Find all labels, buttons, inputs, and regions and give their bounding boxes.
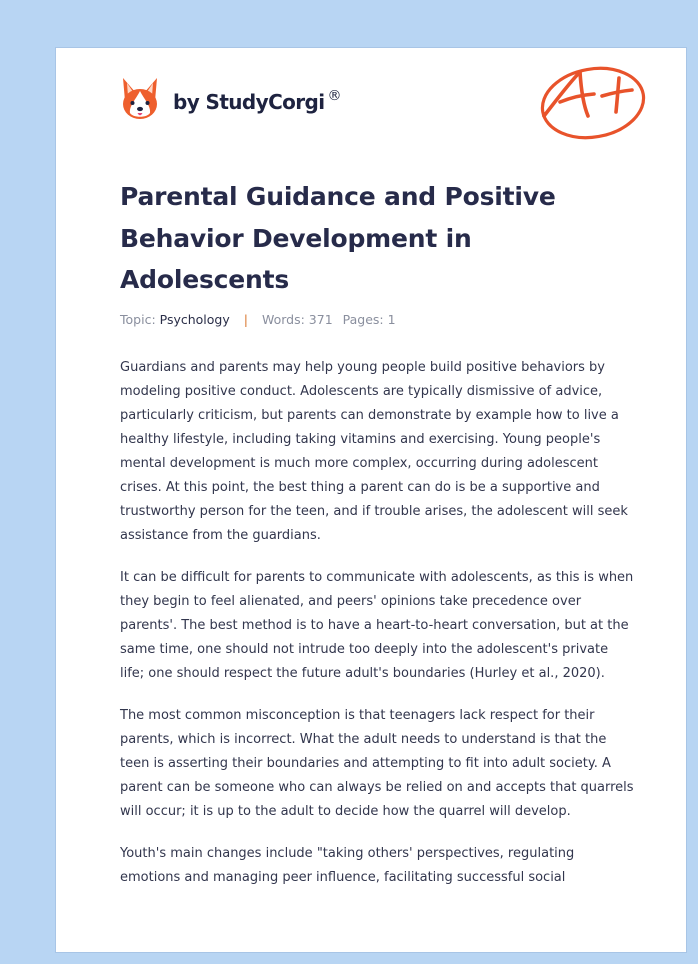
paragraph: It can be difficult for parents to communicate with adolescents, as this is when they begin to feel alienated, and peers' opinions take precedence over parents'. The best method is to have a heart-to-heart conversation, but at the same time, one should not intrude too deeply into the adolescent's private life; one should respect the future adult's boundaries (Hurley et al., 2020). [120,570,634,681]
registered-mark: ® [327,88,341,104]
brand-logo[interactable] [120,74,341,124]
essay-body [120,356,634,908]
words-label: Words: [261,312,305,327]
pages-label: Pages: [342,312,384,327]
pages-count: 1 [387,312,396,327]
brand-name-text: by StudyCorgi [173,90,325,114]
paragraph: Guardians and parents may help young people build positive behaviors by modeling positive conduct. Adolescents are typically dismissive of advice, particularly criticism, but parents can demonstrate by example how to live a healthy lifestyle, including taking vitamins and exercising. Young people's mental development is much more complex, occurring during adolescent crises. At this point, the best thing a parent can do is be a supportive and trustworthy person for the teen, and if trouble arises, the adolescent will seek assistance from the guardians. [120,360,628,543]
grade-a-plus-icon [536,60,650,144]
paragraph: Youth's main changes include "taking others' perspectives, regulating emotions and managing peer influence, facilitating successful social [120,846,575,885]
essay-card [56,48,686,952]
essay-meta [120,312,396,327]
topic-link[interactable]: Psychology [159,312,230,327]
topic-label: Topic: [120,312,156,327]
brand-name [173,88,341,114]
grade-text: A+ [536,60,538,61]
words-count: 371 [308,312,333,327]
corgi-icon [120,76,160,122]
essay-title: Parental Guidance and Positive Behavior Development in Adolescents [120,182,556,294]
paragraph: The most common misconception is that teenagers lack respect for their parents, which is incorrect. What the adult needs to understand is that the teen is asserting their boundaries and attempting to fit into adult society. A parent can be someone who can always be relied on and accepts that quarrels will occur; it is up to the adult to decide how the quarrel will develop. [120,708,634,819]
meta-separator: | [243,312,248,327]
